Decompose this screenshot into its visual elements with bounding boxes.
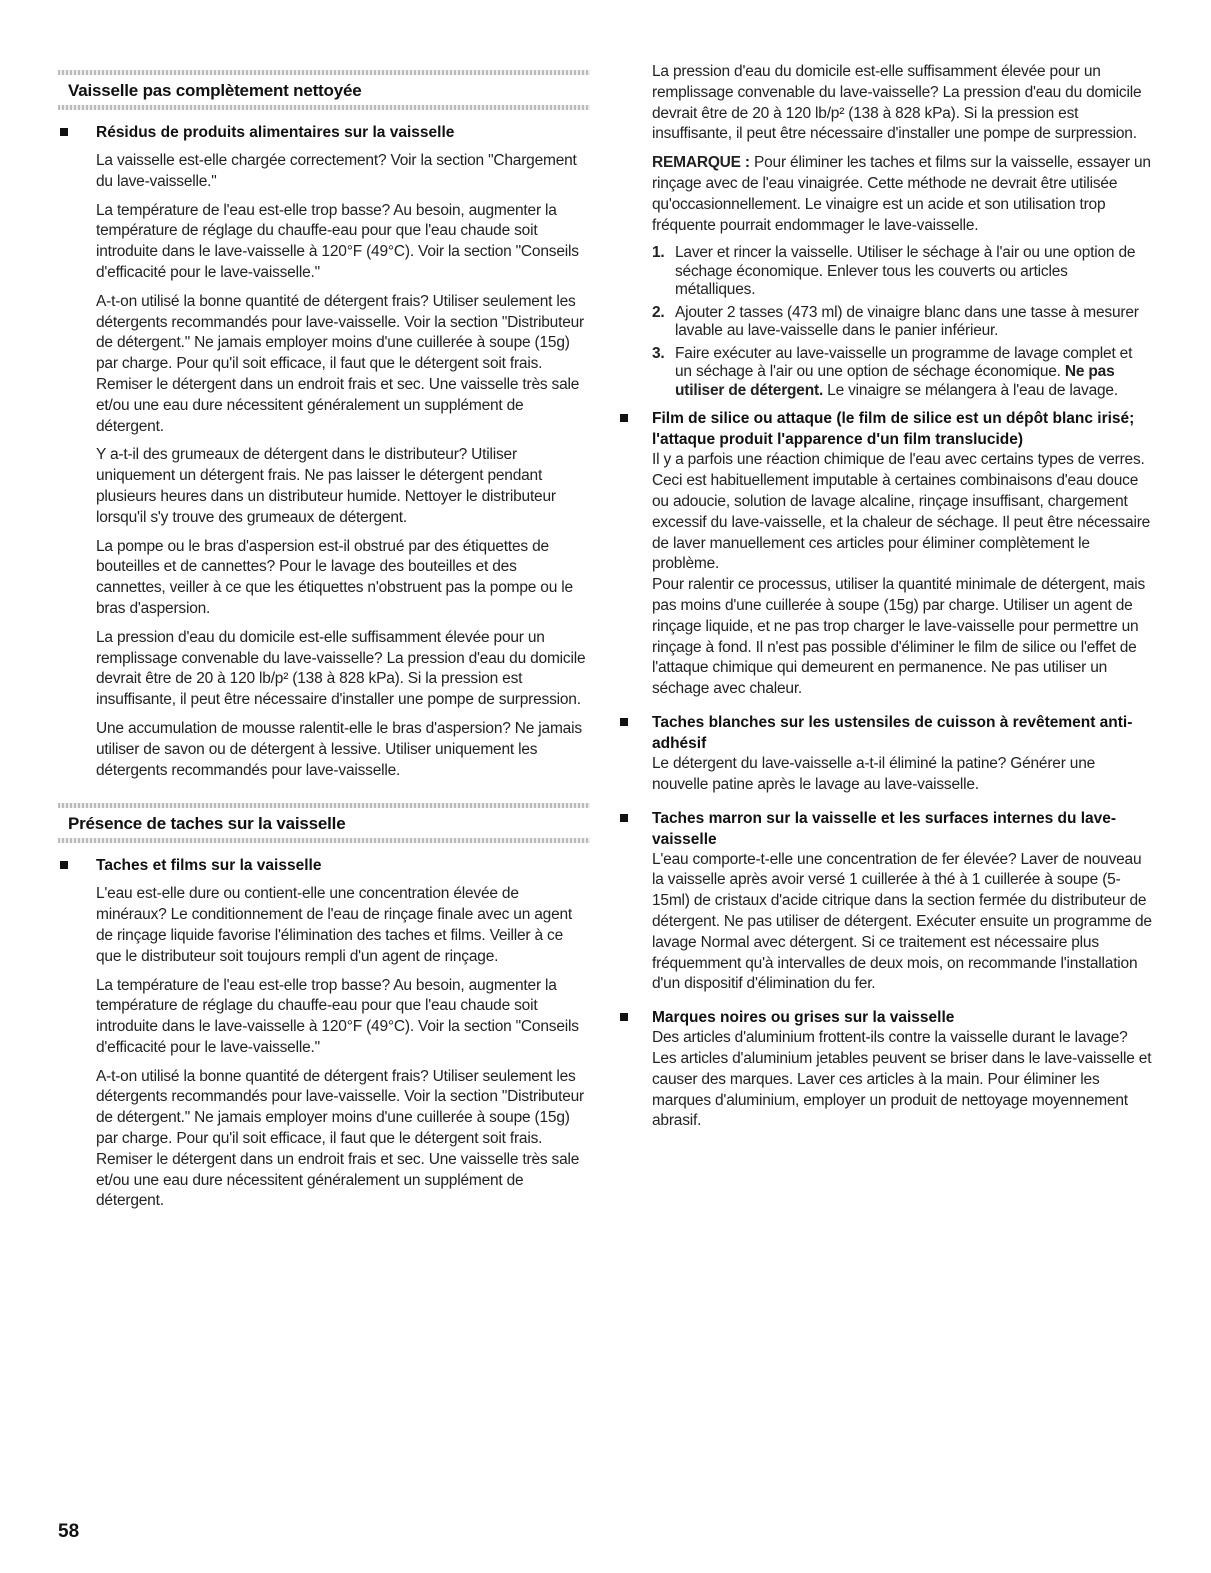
step-warning: Ne pas utiliser de détergent.	[675, 363, 1115, 399]
section-title: Vaisselle pas complètement nettoyée	[68, 81, 362, 100]
bullet-heading	[58, 855, 590, 876]
paragraph: Il y a parfois une réaction chimique de l'eau avec certains types de verres. Ceci est habituellement imputable à certaines combinaisons d'eau douce ou adoucie, solution de lavage alcaline, rinçage insuffisant, chargement excessif du lave-vaisselle, et la chaleur de séchage. Il peut être nécessaire de laver manuellement ces articles pour éliminer complètement le problème.	[652, 451, 1151, 573]
bullet-square-icon	[60, 128, 68, 136]
bullet-heading-text: Film de silice ou attaque (le film de silice est un dépôt blanc irisé; l'attaque produit l'apparence d'un film translucide)	[652, 410, 1135, 449]
bullet-heading-text: Résidus de produits alimentaires sur la vaisselle	[96, 124, 455, 141]
bullet-square-icon	[620, 1013, 628, 1021]
step-item	[652, 244, 1152, 300]
paragraph: La température de l'eau est-elle trop basse? Au besoin, augmenter la température de réglage du chauffe-eau pour que l'eau chaude soit introduite dans le lave-vaisselle à 120°F (49°C). Voir la section "Conseils d'efficacité pour le lave-vaisselle."	[96, 201, 579, 281]
bullet-square-icon	[60, 861, 68, 869]
remark-text: Pour éliminer les taches et films sur la vaisselle, essayer un rinçage avec de l'eau vinaigrée. Cette méthode ne devrait être utilisée qu'occasionnellement. Le vinaigre est un acide et son utilisation trop fréquente pourrait endommager le lave-vaisselle.	[652, 154, 1151, 234]
step-number: 3.	[652, 344, 665, 362]
step-item	[652, 345, 1152, 401]
step-number: 2.	[652, 303, 665, 321]
bullet-heading-text: Marques noires ou grises sur la vaisselle	[652, 1009, 955, 1027]
step-item	[652, 304, 1152, 341]
bullet-square-icon	[620, 814, 628, 822]
paragraph: L'eau comporte-t-elle une concentration de fer élevée? Laver de nouveau la vaisselle après avoir versé 1 cuillerée à thé à 1 cuillerée à soupe (5-15ml) de cristaux d'acide citrique dans la section fermée du distributeur de détergent. Ne pas utiliser de détergent. Exécuter ensuite un programme de lavage Normal avec détergent. Si ce traitement est nécessaire plus fréquemment qu'à intervalles de deux mois, on recommande l'installation d'un dispositif d'élimination du fer.	[652, 850, 1152, 993]
bullet-heading	[622, 1007, 1152, 1028]
bullet-heading	[622, 408, 1152, 450]
step-text: Laver et rincer la vaisselle. Utiliser le séchage à l'air ou une option de séchage économique. Enlever tous les couverts ou articles métalliques.	[675, 244, 1136, 299]
section-header-not-clean	[58, 70, 590, 110]
step-text: Faire exécuter au lave-vaisselle un programme de lavage complet et un séchage à l'air ou une option de séchage économique.	[675, 344, 1133, 381]
paragraph: L'eau est-elle dure ou contient-elle une concentration élevée de minéraux? Le conditionnement de l'eau de rinçage finale avec un agent de rinçage liquide favorise l'élimination des taches et films. Veiller à ce que le distributeur soit toujours rempli d'un agent de rinçage.	[96, 885, 573, 965]
bullet-square-icon	[620, 718, 628, 726]
paragraph: La pression d'eau du domicile est-elle suffisamment élevée pour un remplissage convenable du lave-vaisselle? La pression d'eau du domicile devrait être de 20 à 120 lb/p² (138 à 828 kPa). Si la pression est insuffisante, il peut être nécessaire d'installer une pompe de surpression.	[652, 63, 1142, 143]
paragraph: La température de l'eau est-elle trop basse? Au besoin, augmenter la température de réglage du chauffe-eau pour que l'eau chaude soit introduite dans le lave-vaisselle à 120°F (49°C). Voir la section "Conseils d'efficacité pour le lave-vaisselle."	[96, 976, 579, 1056]
bullet-heading-text: Taches marron sur la vaisselle et les surfaces internes du lave-vaisselle	[652, 809, 1117, 848]
steps-list	[652, 244, 1152, 400]
paragraph: A-t-on utilisé la bonne quantité de détergent frais? Utiliser seulement les détergents recommandés pour lave-vaisselle. Voir la section "Distributeur de détergent." Ne jamais employer moins d'une cuillerée à soupe (15g) par charge. Pour qu'il soit efficace, il faut que le détergent soit frais. Remiser le détergent dans un endroit frais et sec. Une vaisselle très sale et/ou une eau dure nécessitent généralement un supplément de détergent.	[96, 1067, 584, 1210]
step-text: Ajouter 2 tasses (473 ml) de vinaigre blanc dans une tasse à mesurer lavable au lave-vaisselle dans le panier inférieur.	[675, 303, 1139, 340]
left-column	[58, 0, 590, 1212]
paragraph: A-t-on utilisé la bonne quantité de détergent frais? Utiliser seulement les détergents recommandés pour lave-vaisselle. Voir la section "Distributeur de détergent." Ne jamais employer moins d'une cuillerée à soupe (15g) par charge. Pour qu'il soit efficace, il faut que le détergent soit frais. Remiser le détergent dans un endroit frais et sec. Une vaisselle très sale et/ou une eau dure nécessitent généralement un supplément de détergent.	[96, 292, 584, 435]
paragraph: La pompe ou le bras d'aspersion est-il obstrué par des étiquettes de bouteilles et de cannettes? Pour le lavage des bouteilles et des cannettes, veiller à ce que les étiquettes n'obstruent pas la pompe ou le bras d'aspersion.	[96, 537, 573, 617]
paragraph: Y a-t-il des grumeaux de détergent dans le distributeur? Utiliser uniquement un détergent frais. Ne pas laisser le détergent pendant plusieurs heures dans un distributeur humide. Nettoyer le distributeur lorsqu'il s'y trouve des grumeaux de détergent.	[96, 446, 556, 526]
bullet-square-icon	[620, 414, 628, 422]
paragraph: La vaisselle est-elle chargée correctement? Voir la section "Chargement du lave-vaisselle."	[96, 152, 577, 190]
paragraph: Pour ralentir ce processus, utiliser la quantité minimale de détergent, mais pas moins d'une cuillerée à soupe (15g) par charge. Utiliser un agent de rinçage liquide, et ne pas trop charger le lave-vaisselle pour permettre un rinçage à fond. Il n'est pas possible d'éliminer le film de silice ou l'effet de l'attaque chimique qui demeurent en permanence. Ne pas utiliser un séchage avec chaleur.	[652, 576, 1146, 698]
divider	[58, 105, 590, 110]
paragraph: La pression d'eau du domicile est-elle suffisamment élevée pour un remplissage convenable du lave-vaisselle? La pression d'eau du domicile devrait être de 20 à 120 lb/p² (138 à 828 kPa). Si la pression est insuffisante, il peut être nécessaire d'installer une pompe de surpression.	[96, 628, 586, 709]
step-text: Le vinaigre se mélangera à l'eau de lavage.	[823, 381, 1118, 399]
section-title: Présence de taches sur la vaisselle	[68, 814, 346, 834]
bullet-heading-text: Taches et films sur la vaisselle	[96, 857, 322, 875]
paragraph: Une accumulation de mousse ralentit-elle le bras d'aspersion? Ne jamais utiliser de savon ou de détergent à lessive. Utiliser uniquement les détergents recommandés pour lave-vaisselle.	[96, 719, 582, 779]
section-header-spots	[58, 803, 590, 843]
paragraph: Le détergent du lave-vaisselle a-t-il éliminé la patine? Générer une nouvelle patine après le lavage au lave-vaisselle.	[652, 754, 1096, 793]
remark-label: REMARQUE :	[652, 154, 750, 172]
bullet-heading	[58, 122, 590, 143]
remark-paragraph	[652, 153, 1152, 236]
bullet-heading-text: Taches blanches sur les ustensiles de cuisson à revêtement anti-adhésif	[652, 713, 1133, 752]
right-column	[622, 62, 1152, 1132]
bullet-heading	[622, 712, 1152, 754]
paragraph: Des articles d'aluminium frottent-ils contre la vaisselle durant le lavage? Les articles d'aluminium jetables peuvent se briser dans le lave-vaisselle et causer des marques. Laver ces articles à la main. Pour éliminer les marques d'aluminium, employer un produit de nettoyage moyennement abrasif.	[652, 1029, 1152, 1130]
page-number: 58	[58, 1521, 80, 1542]
bullet-heading	[622, 808, 1152, 850]
divider	[58, 838, 590, 843]
step-number: 1.	[652, 244, 665, 262]
